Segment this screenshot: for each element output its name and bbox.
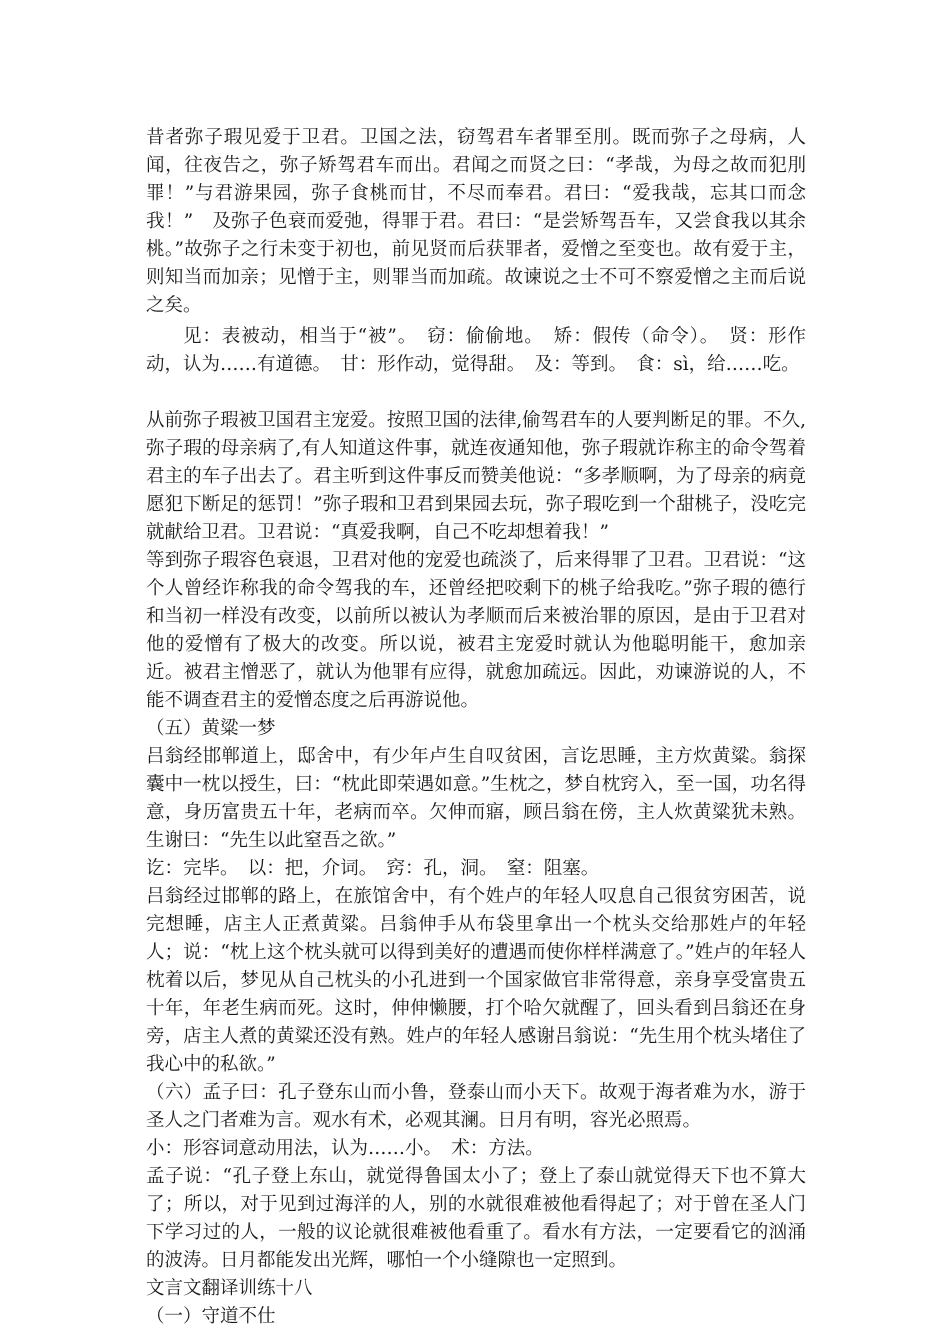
section-heading-training-18: 文言文翻译训练十八 <box>146 1278 313 1299</box>
paragraph-mengzi-original: （六）孟子曰：孔子登东山而小鲁，登泰山而小天下。故观于海者难为水，游于圣人之门者难为言。观水有术，必观其澜。日月有明，容光必照焉。 <box>146 1082 806 1131</box>
passage-mizixia-original <box>146 124 806 320</box>
paragraph-huangliang-notes: 讫：完毕。 以：把，介词。 窍：孔，洞。 窒：阻塞。 <box>146 858 600 879</box>
passage-mizixia-notes <box>146 323 806 379</box>
paragraph-notes: 见：表被动，相当于“被”。 窃：偷偷地。 矫：假传（命令）。 贤：形作动，认为……有道德。 甘：形作动，觉得甜。 及：等到。 食：sì，给……吃。 <box>146 326 806 375</box>
paragraph-translation-2: 等到弥子瑕容色衰退，卫君对他的宠爱也疏淡了，后来得罪了卫君。卫君说：“这个人曾经诈称我的命令驾我的车，还曾经把咬剩下的桃子给我吃。”弥子瑕的德行和当初一样没有改变，以前所以被认为孝顺而后来被治罪的原因，是由于卫君对他的爱憎有了极大的改变。所以说，被君主宠爱时就认为他聪明能干，愈加亲近。被君主憎恶了，就认为他罪有应得，就愈加疏远。因此，劝谏游说的人，不能不调查君主的爱憎态度之后再游说他。 <box>146 550 806 711</box>
paragraph-mengzi-translation: 孟子说：“孔子登上东山，就觉得鲁国太小了；登上了泰山就觉得天下也不算大了；所以，对于见到过海洋的人，别的水就很难被他看得起了；对于曾在圣人门下学习过的人，一般的议论就很难被他看重了。看水有方法，一定要看它的汹涌的波涛。日月都能发出光辉，哪怕一个小缝隙也一定照到。 <box>146 1166 806 1271</box>
paragraph-huangliang-original: 吕翁经邯郸道上，邸舍中，有少年卢生自叹贫困，言讫思睡，主方炊黄粱。翁探囊中一枕以授生，曰：“枕此即荣遇如意。”生枕之，梦自枕窍入，至一国，功名得意，身历富贵五十年，老病而卒。欠伸而寤，顾吕翁在傍，主人炊黄粱犹未熟。生谢曰：“先生以此窒吾之欲。” <box>146 746 806 851</box>
paragraph-translation-1: 从前弥子瑕被卫国君主宠爱。按照卫国的法律,偷驾君车的人要判断足的罪。不久,弥子瑕的母亲病了,有人知道这件事，就连夜通知他，弥子瑕就诈称主的命令驾着君主的车子出去了。君主听到这件事反而赞美他说：“多孝顺啊，为了母亲的病竟愿犯下断足的惩罚！”弥子瑕和卫君到果园去玩，弥子瑕吃到一个甜桃子，没吃完就献给卫君。卫君说：“真爱我啊，自己不吃却想着我！” <box>146 410 806 543</box>
paragraph-original-text: 昔者弥子瑕见爱于卫君。卫国之法，窃驾君车者罪至刖。既而弥子之母病，人闻，往夜告之，弥子矫驾君车而出。君闻之而贤之曰：“孝哉，为母之故而犯刖罪！”与君游果园，弥子食桃而甘，不尽而奉君。君曰：“爱我哉，忘其口而念我！” 及弥子色衰而爱弛，得罪于君。君曰：“是尝矫驾吾车，又尝食我以其余桃。”故弥子之行未变于初也，前见贤而后获罪者，爱憎之至变也。故有爱于主，则知当而加亲；见憎于主，则罪当而加疏。故谏说之士不可不察爱憎之主而后说之矣。 <box>146 127 806 316</box>
section-heading-huangliang: （五）黄粱一梦 <box>146 718 276 739</box>
paragraph-huangliang-translation: 吕翁经过邯郸的路上，在旅馆舍中，有个姓卢的年轻人叹息自己很贫穷困苦，说完想睡，店主人正煮黄粱。吕翁伸手从布袋里拿出一个枕头交给那姓卢的年轻人；说：“枕上这个枕头就可以得到美好的遭遇而使你样样满意了。”姓卢的年轻人枕着以后，梦见从自己枕头的小孔进到一个国家做官非常得意，亲身享受富贵五十年，年老生病而死。这时，伸伸懒腰，打个哈欠就醒了，回头看到吕翁还在身旁，店主人煮的黄粱还没有熟。姓卢的年轻人感谢吕翁说：“先生用个枕头堵住了我心中的私欲。” <box>146 886 806 1075</box>
passage-mizixia-translation <box>146 407 806 1331</box>
paragraph-mengzi-notes: 小：形容词意动用法，认为……小。 术：方法。 <box>146 1138 544 1159</box>
section-heading-shoudao: （一）守道不仕 <box>146 1306 276 1327</box>
